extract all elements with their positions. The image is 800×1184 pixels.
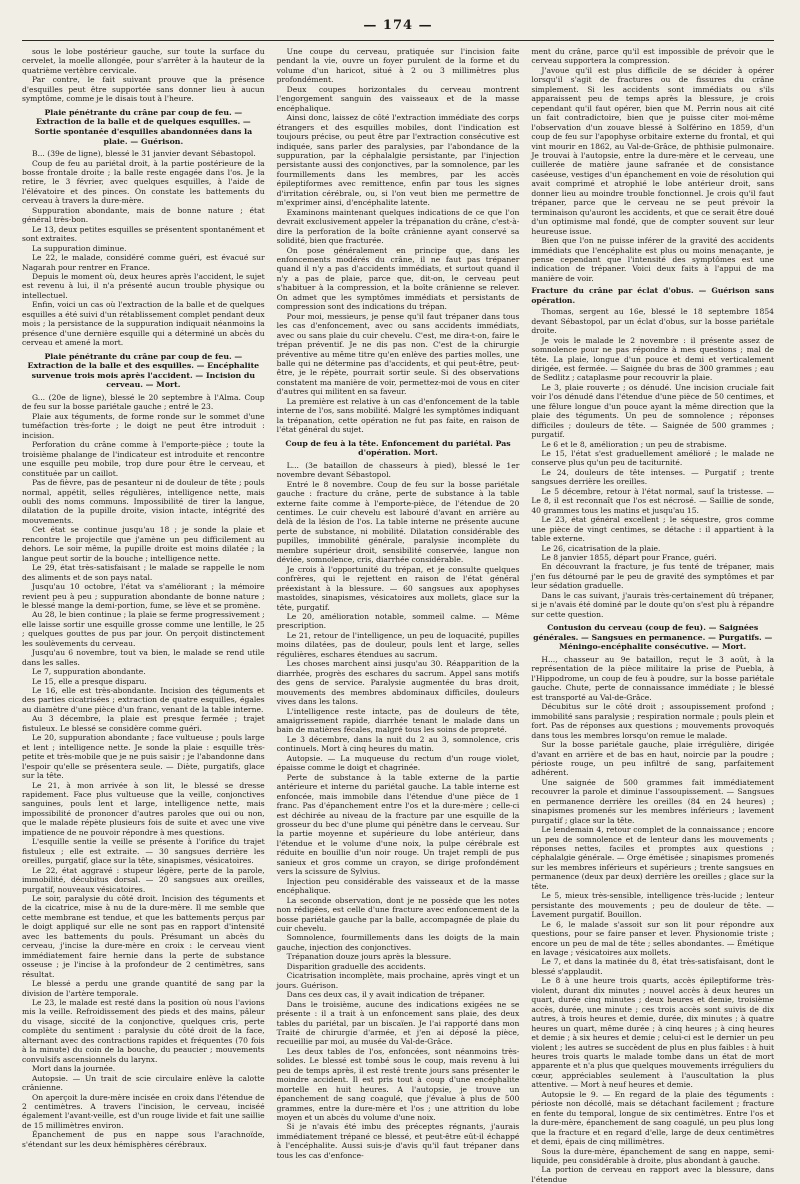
paragraph: Le 29, état très-satisfaisant ; le malade se rappelle le nom des aliments et de son pays natal. — [22, 563, 265, 582]
paragraph: ment du crâne, parce qu'il est impossible de prévoir que le cerveau supportera la compression. — [531, 47, 775, 66]
paragraph: Le 6 et le 8, amélioration ; un peu de strabisme. — [541, 439, 727, 449]
paragraph: Dans le cas suivant, j'aurais très-certainement dû trépaner, si je n'avais été dominé par le doute qu'on s'est plu à répandre sur cette question. — [531, 590, 775, 619]
paragraph: Le 15, elle a presque disparu. — [32, 676, 147, 686]
paragraph: sous le lobe postérieur gauche, sur toute la surface du cervelet, la moelle allongée, pour s'arrêter à la hauteur de la quatrième vertèbre cervicale. — [22, 47, 265, 75]
paragraph: Décubitus sur le côté droit ; assoupissement profond ; immobilité sans paralysie ; respiration normale ; pouls plein et fort. Pas de réponses aux questions ; mouvements provoqués dans tous les membres lorsqu'on remue le malade. — [531, 702, 775, 740]
paragraph: Le 3, plaie rouverte ; os dénudé. Une incision cruciale fait voir l'os dénudé dans l'étendue d'une pièce de 50 centimes, et une fêlure longue d'un pouce ayant la même direction que la plaie des téguments. Un peu de somnolence ; réponses difficiles ; douleurs de tête. — Saignée de 500 grammes ; purgatif. — [531, 382, 775, 440]
paragraph: Le lendemain 4, retour complet de la connaissance ; encore un peu de somnolence et de lenteur dans les mouvements ; réponses nettes, faciles et promptes aux questions ; céphalalgie générale. — Orge émétisée ; sinapismes promenés sur les membres inférieurs et supérieurs ; trente sangsues en permanence (deux par deux) derrière les oreilles ; glace sur la tête. — [531, 825, 775, 891]
text-column-right — [531, 47, 775, 1184]
paragraph: Coup de feu au pariétal droit, à la partie postérieure de la bosse frontale droite ; la balle reste engagée dans l'os. Je la retire, le 3 février, avec quelques esquilles, à l'aide de l'élévatoire et des pinces. On constate les battements du cerveau à travers la dure-mère. — [22, 158, 265, 206]
paragraph: Le 5 décembre, retour à l'état normal, sauf la tristesse. — Le 8, il est reconnaît que l'os est nécrosé. — Saillie de sonde, 40 grammes tous les matins et jusqu'au 15. — [531, 486, 775, 515]
paragraph: Dans ces deux cas, il y avait indication de trépaner. — [286, 990, 485, 1000]
paragraph: Jusqu'au 10 octobre, l'état va s'améliorant ; la mémoire revient peu à peu ; suppuration abondante de bonne nature ; le blessé mange la demi-portion, fume, se lève et se promène. — [22, 582, 265, 610]
text-column-left — [22, 47, 265, 1167]
paragraph: Le 22, état aggravé : stupeur légère, perte de la parole, immobilité, décubitus dorsal. — 20 sangsues aux oreilles, purgatif, nouveaux vésicatoires. — [22, 865, 265, 894]
paragraph: Le 7, et dans la matinée du 8, état très-satisfaisant, dont le blessé s'applaudit. — [531, 957, 775, 976]
section-heading: Plaie pénétrante du crâne par coup de feu. — Extraction de la balle et de quelques esquilles. — Sortie spontanée d'esquilles abandonnées dans la plaie. — Guérison. — [34, 107, 253, 146]
paragraph: Le 5, mieux très-sensible, intelligence très-lucide ; lenteur persistante des mouvements ; peu de douleur de tête. — Lavement purgatif. Bouillon. — [531, 891, 775, 920]
paragraph: Je crois à l'opportunité du trépan, et je consulte quelques confrères, qui le rejettent en raison de l'état général préexistant à la blessure. — 60 sangsues aux apophyses mastoïdes, sinapismes, vésicatoires aux mollets, glace sur la tête, purgatif. — [276, 564, 520, 612]
paragraph: Disparition graduelle des accidents. — [286, 961, 426, 971]
paragraph: Autopsie. — Un trait de scie circulaire enlève la calotte crânienne. — [22, 1073, 265, 1093]
paragraph: La suppuration diminue. — [32, 243, 127, 253]
paragraph: Autopsie. — La muqueuse du rectum d'un rouge violet, épaisse comme le doigt et chagrinée. — [276, 753, 520, 773]
paragraph: Une coupe du cerveau, pratiquée sur l'incision faite pendant la vie, ouvre un foyer purulent de la forme et du volume d'un haricot, situé à 2 ou 3 millimètres plus profondément. — [276, 47, 520, 85]
paragraph: Je vois le malade le 2 novembre : il présente assez de somnolence pour ne pas répondre à mes questions ; mal de tête. La plaie, longue d'un pouce et demi et verticalement dirigée, est fermée. — Saignée du bras de 300 grammes ; eau de Sedlitz ; cataplasme pour recouvrir la plaie. — [531, 335, 775, 383]
paragraph: Le 24, douleurs de tête intenses. — Purgatif ; trente sangsues derrière les oreilles. — [531, 467, 775, 487]
paragraph: Le 20, amélioration notable, sommeil calme. — Même prescription. — [276, 612, 520, 631]
paragraph: Autopsie le 9. — En regard de la plaie des téguments : périoste non décollé, mais se détachant facilement ; fracture en fente du temporal, longue de six centimètres. Entre l'os et la dure-mère, épanchement de sang coagulé, un peu plus long que la fracture et en regard d'elle, large de deux centimètres et demi, épais de cinq millimètres. — [531, 1089, 775, 1147]
paragraph: Le 20, suppuration abondante ; face vultueuse ; pouls large et lent ; intelligence nette. Je sonde la plaie : esquille très-petite et très-mobile que je ne puis saisir ; je l'abandonne dans l'espoir qu'elle se présentera seule. — Diète, purgatifs, glace sur la tête. — [22, 733, 265, 781]
paragraph: On aperçoit la dure-mère incisée en croix dans l'étendue de 2 centimètres. A travers l'incision, le cerveau, inciséé également l'avant-veille, est d'un rouge livide et fait une saillie de 15 millimètres environ. — [22, 1092, 265, 1130]
paragraph: Thomas, sergent au 16e, blessé le 18 septembre 1854 devant Sébastopol, par un éclat d'obus, sur la bosse pariétale droite. — [531, 307, 775, 336]
paragraph: Le 13, deux petites esquilles se présentent spontanément et sont extraites. — [22, 224, 265, 244]
paragraph: Le 7, suppuration abondante. — [32, 667, 146, 677]
paragraph: La seconde observation, dont je ne possède que les notes non rédigées, est celle d'une fracture avec enfoncement de la bosse pariétale gauche par la balle, accompagnée de plaie du cuir chevelu. — [276, 895, 520, 933]
paragraph: L... (3e bataillon de chasseurs à pied), blessé le 1er novembre devant Sébastopol. — [276, 460, 520, 480]
paragraph: Pour moi, messieurs, je pense qu'il faut trépaner dans tous les cas d'enfoncement, avec ou sans accidents immédiats, avec ou sans plaie du cuir chevelu. C'est, me dira-t-on, faire le trépan préventif. Je ne dis pas non. C'est de la chirurgie préventive au même titre qu'en enlève des parties molles, une balle qui ne détermine pas d'accidents, et qui peut-être, peut-être, je le répète, pourrait sortir seule. Si des observations constatent ma manière de voir, permettez-moi de vous en citer d'autres qui militent en sa faveur. — [276, 311, 520, 397]
paragraph: Trépanation douze jours après la blessure. — [286, 952, 452, 962]
paragraph: Le 16, elle est très-abondante. Incision des téguments et des parties cicatrisées ; extraction de quatre esquilles, égales au diamètre d'une pièce d'un franc, venant de la table interne. — [22, 686, 265, 714]
paragraph: J'avoue qu'il est plus difficile de se décider à opérer lorsqu'il s'agit de fractures ou de fissures du crâne simplement. Si les accidents sont immédiats ou s'ils apparaissent peu de temps après la blessure, je crois cependant qu'il faut opérer, bien que M. Perrin nous ait cité un fait contradictoire, bien que je puisse citer moi-même l'observation d'un zouave blessé à Solférino en 1859, d'un coup de feu sur l'apophyse orbitaire externe du frontal, et qui vint mourir en 1862, au Val-de-Grâce, de phthisie pulmonaire. Je trouvai à l'autopsie, entre la dure-mère et le cerveau, une cuillerée de matière jaune safranée et de consistance caséeuse, vestiges d'un épanchement en voie de résolution qui avait comprimé et atrophié le lobe antérieur droit, sans donner lieu au moindre trouble fonctionnel. Je crois qu'il faut trépaner, parce que le cerveau ne se peut prévoir la terminaison qu'auront les accidents, et que ce serait être doué d'un optimisme mal fondé, que de compter souvent sur leur heureuse issue. — [531, 65, 775, 236]
paragraph: Enfin, voici un cas où l'extraction de la balle et de quelques esquilles a été suivi d'un rétablissement complet pendant deux mois ; la persistance de la suppuration indiquait néanmoins la présence d'une dernière esquille qui a déterminé un abcès du cerveau et amené la mort. — [22, 300, 265, 348]
paragraph: Sous la dure-mère, épanchement de sang en nappe, semi-liquide, peu considérable à droite, plus abondant à gauche. — [531, 1146, 775, 1165]
section-heading: Contusion du cerveau (coup de feu). — Saignées générales. — Sangsues en permanence. — Purgatifs. — Méningo-encéphalite consécutive. — Mort. — [533, 623, 773, 652]
paragraph: Sur la bosse pariétale gauche, plaie irrégulière, dirigée d'avant en arrière et de bas en haut, noircie par la poudre ; périoste rouge, un peu infiltré de sang, parfaitement adhérent. — [531, 740, 775, 778]
paragraph: Suppuration abondante, mais de bonne nature ; état général très-bon. — [22, 205, 265, 225]
paragraph: Cicatrisation incomplète, mais prochaine, après vingt et un jours. Guérison. — [276, 971, 520, 990]
paragraph: En découvrant la fracture, je fus tenté de trépaner, mais j'en fus détourné par le peu de gravité des symptômes et par leur sédation graduelle. — [531, 562, 775, 591]
section-heading: Fracture du crâne par éclat d'obus. — Guérison sans opération. — [531, 286, 775, 305]
paragraph: Le 23, le malade est resté dans la position où nous l'avions mis la veille. Refroidissement des pieds et des mains, pâleur du visage, siccité de la conjonctive, quelques cris, perte complète du sentiment : paralysie du côté droit de la face, alternant avec des contractions rapides et fréquentes (70 fois à la minute) du coin de la bouche, du peaucier ; mouvements convulsifs ascensionnels du larynx. — [22, 997, 265, 1064]
paragraph: Si je n'avais été imbu des préceptes régnants, j'aurais immédiatement trépané ce blessé, et peut-être eût-il échappé à l'encéphalite. Aussi suis-je d'avis qu'il faut trépaner dans tous les cas d'enfonce- — [276, 1122, 520, 1160]
paragraph: H..., chasseur au 9e bataillon, reçut le 3 août, à la représentation de la pièce militaire la prise de Puebla, à l'Hippodrome, un coup de feu à poudre, sur la bosse pariétale gauche. Chute, perte de connaissance immédiate ; le blessé est transporté au Val-de-Grâce. — [531, 654, 775, 702]
page-number: — 174 — — [363, 18, 433, 33]
paragraph: B... (39e de ligne), blessé le 31 janvier devant Sébastopol. — [32, 149, 256, 159]
text-columns — [22, 47, 775, 1184]
paragraph: Le blessé a perdu une grande quantité de sang par la division de l'artère temporale. — [22, 979, 265, 998]
paragraph: Le 26, cicatrisation de la plaie. — [541, 543, 661, 553]
paragraph: Au 28, le bien continue ; la plaie se ferme progressivement ; elle laisse sortir une esquille grosse comme une lentille, le 25 ; quelques gouttes de pus par jour. On perçoit distinctement les soulèvements du cerveau. — [22, 610, 265, 648]
paragraph: Le 8 à une heure trois quarts, accès épileptiforme très-violent, durant dix minutes ; nouvel accès à deux heures un quart, durée cinq minutes ; deux heures et demie, troisième accès, durée, une minute ; ces trois accès sont suivis de dix autres, à trois heures et demie, durée, dix minutes ; à quatre heures un quart, même durée ; à cinq heures ; à cinq heures et demie ; à six heures et demie ; celui-ci est le dernier un peu violent ; les autres se succèdent de plus en plus faibles : à huit heures trois quarts le malade tombe dans un état de mort apparente et n'a plus que quelques mouvements irréguliers du cœur, appréciables seulement à l'auscultation la plus attentive. — Mort à neuf heures et demie. — [531, 976, 775, 1090]
paragraph: Plaie aux téguments, de forme ronde sur le sommet d'une tuméfaction très-forte ; le doigt ne peut être introduit : incision. — [22, 411, 265, 440]
paragraph: Le 21, retour de l'intelligence, un peu de loquacité, pupilles moins dilatées, pas de douleur, pouls lent et large, selles régulières, eschares étendues au sacrum. — [276, 630, 520, 659]
paragraph: Mort dans la journée. — [32, 1064, 116, 1074]
paragraph: Dans le troisième, aucune des indications exigées ne se présente : il a trait à un enfoncement sans plaie, des deux tables du pariétal, par un biscaïen. Je l'ai rapporté dans mon Traité de chirurgie d'armée, et j'en ai déposé la pièce, recueillie par moi, au musée du Val-de-Grâce. — [276, 999, 520, 1047]
paragraph: Une saignée de 500 grammes fait immédiatement recouvrer la parole et diminue l'assoupissement. — Sangsues en permanence derrière les oreilles (84 en 24 heures) ; sinapismes promenés sur les membres inférieurs ; lavement purgatif ; glace sur la tête. — [531, 777, 775, 825]
paragraph: La première est relative à un cas d'enfoncement de la table interne de l'os, sans mobilité. Malgré les symptômes indiquant la trépanation, cette opération ne fut pas faite, en raison de l'état général du sujet. — [276, 396, 520, 435]
paragraph: Perte de substance à la table externe de la partie antérieure et interne du pariétal gauche. La table interne est enfoncée, mais immobile dans l'étendue d'une pièce de 1 franc. Pas d'épanchement entre l'os et la dure-mère ; celle-ci est déchirée au niveau de la fracture par une esquille de la grosseur du bec d'une plume qui pénètre dans le cerveau. Sur la partie moyenne et supérieure du lobe antérieur, dans l'étendue et le volume d'une noix, la pulpe cérébrale est réduite en bouillie d'un noir rouge. Un trajet rempli de pus sanieux et gros comme un crayon, se dirige profondément vers la scissure de Sylvius. — [276, 772, 520, 877]
paragraph: Le soir, paralysie du côté droit. Incision des téguments et de la cicatrice, mise à nu de la dure-mère. Il me semble que cette membrane est tendue, et que les battements perçus par le doigt appliqué sur elle ne sont pas en rapport d'intensité avec les battements du pouls. Présumant un abcès du cerveau, j'incise la dure-mère en croix : le cerveau vient immédiatement faire hernie dans la perte de substance osseuse ; je l'incise à la profondeur de 2 centimètres, sans résultat. — [22, 894, 265, 979]
paragraph: Le 6, le malade s'assoit sur son lit pour répondre aux questions, pour se faire panser et lever. Physionomie triste ; encore un peu de mal de tête ; selles abondantes. — Émétique en lavage ; vésicatoires aux mollets. — [531, 919, 775, 958]
paragraph: Somnolence, fourmillements dans les doigts de la main gauche, injection des conjonctives. — [276, 933, 520, 952]
paragraph: Perforation du crâne comme à l'emporte-pièce ; toute la troisième phalange de l'indicateur est introduite et rencontre une esquille peu mobile, trop dure pour être le cerveau, et constituée par un caillot. — [22, 440, 265, 478]
paragraph: Le 22, le malade, considéré comme guéri, est évacué sur Nagarah pour rentrer en France. — [22, 253, 265, 272]
paragraph: Le 3 décembre, dans la nuit du 2 au 3, somnolence, cris continuels. Mort à cinq heures du matin. — [276, 734, 520, 754]
paragraph: Jusqu'au 6 novembre, tout va bien, le malade se rend utile dans les salles. — [22, 648, 265, 667]
paragraph: L'intelligence reste intacte, pas de douleurs de tête, amaigrissement rapide, diarrhée tenant le malade dans un bain de matières fécales, malgré tous les soins de propreté. — [276, 706, 520, 735]
page-header — [22, 18, 774, 41]
paragraph: Épanchement de pus en nappe sous l'arachnoïde, s'étendant sur les deux hémisphères cérébraux. — [22, 1130, 265, 1149]
text-column-middle — [277, 47, 520, 1167]
paragraph: On pose généralement en principe que, dans les enfoncements modérés du crâne, il ne faut pas trépaner quand il n'y a pas d'accidents immédiats, et surtout quand il n'y a pas de plaie, parce que, dit-on, le cerveau peut s'habituer à la compression, et la boîte crânienne se relever. On admet que les symptômes immédiats et persistants de compression sont des indications du trépan. — [276, 245, 520, 312]
paragraph: La portion de cerveau en rapport avec la blessure, dans l'étendue — [531, 1165, 775, 1184]
paragraph: Entré le 8 novembre. Coup de feu sur la bosse pariétale gauche : fracture du crâne, perte de substance à la table externe faite comme à l'emporte-pièce, de l'étendue de 20 centimes. Le cuir chevelu est labouré d'avant en arrière au delà de la lésion de l'os. La table interne ne présente aucune perte de substance, ni mobilité. Dilatation considérable des pupilles, immobilité générale, paralysie incomplète du membre supérieur droit, sensibilité conservée, langue non déviée, somnolence, cris, diarrhée considérable. — [276, 479, 520, 565]
paragraph: Le 23, état général excellent ; le séquestre, gros comme une pièce de vingt centimes, se détache : il appartient à la table externe. — [531, 515, 775, 544]
paragraph: Examinons maintenant quelques indications de ce que l'on devrait exclusivement appeler la trépanation du crâne, c'est-à-dire la perforation de la boîte crânienne ayant conservé sa solidité, bien que fracturée. — [276, 207, 520, 246]
paragraph: Deux coupes horizontales du cerveau montrent l'engorgement sanguin des vaisseaux et de la masse encéphalique. — [276, 84, 520, 113]
paragraph: Le 21, à mon arrivée à son lit, le blessé se dresse rapidement. Face plus vultueuse que la veille, conjonctives sanguines, pouls lent et large, intelligence nette, mais impossibilité de prononcer d'autres paroles que oui ou non, que le malade répète plusieurs fois de suite et avec une vive impatience de ne pouvoir répondre à mes questions. — [22, 780, 265, 837]
paragraph: Par contre, le fait suivant prouve que la présence d'esquilles peut être supportée sans donner lieu à aucun symptôme, comme je le disais tout à l'heure. — [22, 75, 265, 104]
section-heading: Plaie pénétrante du crâne par coup de feu. — Extraction de la balle et des esquilles. — Encéphalite survenue trois mois après l'accident. — Incision du cerveau. — Mort. — [27, 351, 260, 390]
paragraph: L'esquille sentie la veille se présente à l'orifice du trajet fistuleux ; elle est extraite. — 30 sangsues derrière les oreilles, purgatif, glace sur la tête, sinapismes, vésicatoires. — [22, 837, 265, 866]
paragraph: Au 3 décembre, la plaie est presque fermée ; trajet fistuleux. Le blessé se considère comme guéri. — [22, 714, 265, 733]
section-heading: Coup de feu à la tête. Enfoncement du pariétal. Pas d'opération. Mort. — [285, 438, 511, 458]
paragraph: Depuis le moment où, deux heures après l'accident, le sujet est revenu à lui, il n'a présenté aucun trouble physique ou intellectuel. — [22, 271, 265, 300]
paragraph: G... (20e de ligne), blessé le 20 septembre à l'Alma. Coup de feu sur la bosse pariétale gauche ; entré le 23. — [22, 392, 265, 412]
paragraph: Bien que l'on ne puisse inférer de la gravité des accidents immédiats que l'encéphalite est plus ou moins menaçante, je pense cependant que l'intensité des symptômes est une indication de trépaner. Voici deux faits à l'appui de ma manière de voir. — [531, 236, 775, 283]
paragraph: Le 15, l'état s'est graduellement amélioré ; le malade ne conserve plus qu'un peu de taciturnité. — [531, 449, 775, 468]
paragraph: Les choses marchent ainsi jusqu'au 30. Réapparition de la diarrhée, progrès des eschares du sacrum. Appel sans motifs des gens de service. Paralysie augmentée du bras droit, mouvements des membres abdominaux difficiles, douleurs vives dans les talons. — [276, 659, 520, 707]
paragraph: Les deux tables de l'os, enfoncées, sont néanmoins très-solides. Le blessé est tombé sous le coup, mais revenu à lui peu de temps après, il est resté trente jours sans présenter le moindre accident. Il est pris tout à coup d'une encéphalite mortelle en huit heures. A l'autopsie, je trouve un épanchement de sang coagulé, que j'évalue à plus de 500 grammes, entre la dure-mère et l'os ; une attrition du lobe moyen et un abcès du volume d'une noix. — [276, 1046, 520, 1123]
paragraph: Ainsi donc, laissez de côté l'extraction immédiate des corps étrangers et des esquilles mobiles, dont l'indication est toujours précise, ou peut être par l'extraction consécutive est indiquée, sans parler des paralysies, par l'abondance de la suppuration, par la céphalalgie persistante, par l'injection persistante aussi des conjonctives, par la somnolence, par les fourmillements dans les membres, par les accès épileptiformes avec remittence, enfin par tous les signes d'irritation cérébrale, ou, si l'on veut bien me permettre de m'exprimer ainsi, d'encéphalite latente. — [276, 113, 520, 208]
paragraph: Pas de fièvre, pas de pesanteur ni de douleur de tête ; pouls normal, appétit, selles régulières, intelligence nette, mais oubli des noms communs. Impossibilité de tirer la langue, dilatation de la pupille droite, vision intacte, intégrité des mouvements. — [22, 478, 265, 525]
paragraph: Cet état se continue jusqu'au 18 ; je sonde la plaie et rencontre le projectile que j'amène un peu difficilement au dehors. Le soir même, la pupille droite est moins dilatée ; la langue peut sortir de la bouche ; intelligence nette. — [22, 525, 265, 563]
paragraph: Injection peu considérable des vaisseaux et de la masse encéphalique. — [276, 876, 520, 896]
paragraph: Le 8 janvier 1855, départ pour France, guéri. — [541, 553, 717, 563]
